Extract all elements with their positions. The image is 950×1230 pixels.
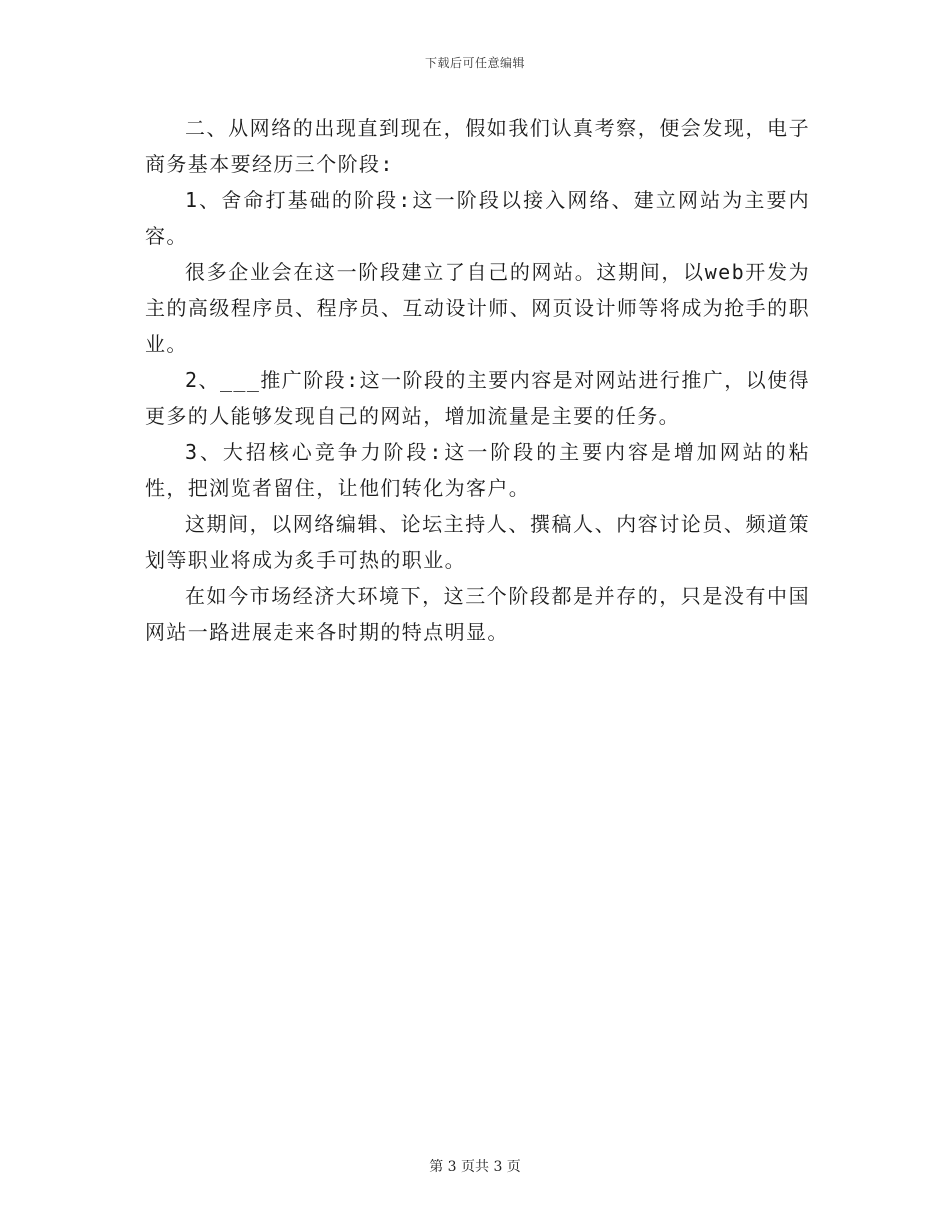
paragraph-stage-1: 1、舍命打基础的阶段:这一阶段以接入网络、建立网站为主要内容。 (145, 188, 810, 248)
paragraph-stage-3: 3、大招核心竞争力阶段:这一阶段的主要内容是增加网站的粘性，把浏览者留住，让他们转化为客户。 (145, 440, 810, 500)
paragraph-conclusion: 在如今市场经济大环境下，这三个阶段都是并存的，只是没有中国网站一路进展走来各时期的特点明显。 (145, 584, 810, 644)
page-footer: 第 3 页共 3 页 (429, 1159, 521, 1175)
paragraph-stage-3-detail: 这期间，以网络编辑、论坛主持人、撰稿人、内容讨论员、频道策划等职业将成为炙手可热的职业。 (145, 512, 810, 572)
paragraph-stage-2: 2、___推广阶段:这一阶段的主要内容是对网站进行推广，以使得更多的人能够发现自己的网站，增加流量是主要的任务。 (145, 368, 810, 428)
document-body (145, 110, 810, 650)
page-header: 下载后可任意编辑 (424, 56, 525, 70)
paragraph-intro: 二、从网络的出现直到现在，假如我们认真考察，便会发现，电子商务基本要经历三个阶段: (145, 116, 810, 176)
paragraph-stage-1-detail: 很多企业会在这一阶段建立了自己的网站。这期间，以web开发为主的高级程序员、程序员、互动设计师、网页设计师等将成为抢手的职业。 (145, 260, 810, 356)
